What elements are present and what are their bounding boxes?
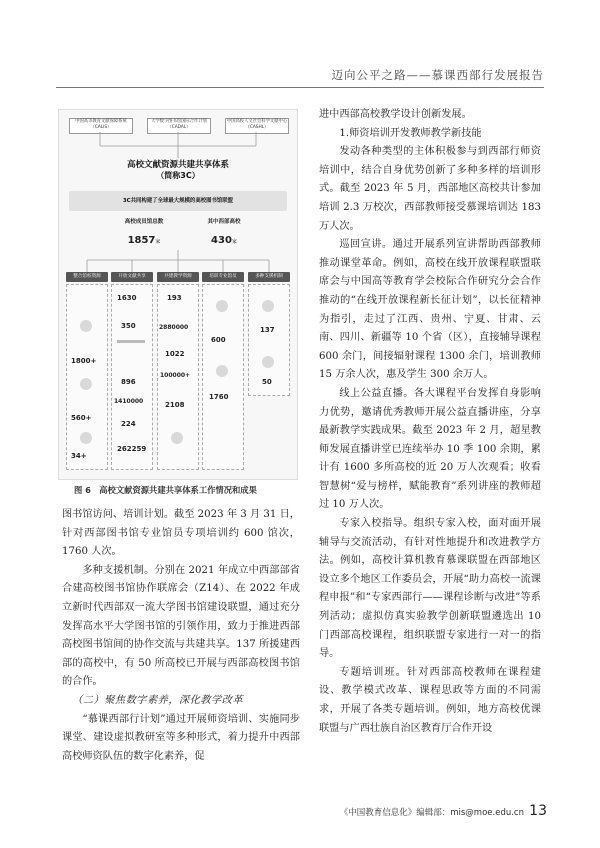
col3-num-2: 2880000 bbox=[159, 324, 189, 331]
library-icon bbox=[80, 320, 92, 332]
page-number: 13 bbox=[529, 803, 547, 819]
support-icon bbox=[262, 300, 274, 312]
right-paragraph-5: 专家入校指导。组织专家入校，面对面开展辅导与交流活动，有针对性地提升和改进教学方法。例如，高校计算机教育慕课联盟在西部地区设立多个地区工作委员会，开展“助力高校一流课程申报”和“专家西部行——课程诊断与改进”等系列活动；虚拟仿真实验教学创新联盟遴选出 10 门西部高校课程，组织联盟专家进行一对一的指导。 bbox=[319, 518, 541, 660]
stat-total bbox=[109, 217, 179, 247]
stat-west-label: 其中西部高校 bbox=[207, 219, 241, 225]
col3-num-5: 2108 bbox=[165, 401, 185, 409]
staff-icon bbox=[216, 365, 228, 377]
alliance-band bbox=[69, 191, 287, 211]
col-head-5: 多种支援机制 bbox=[248, 272, 290, 282]
col2-num-3: 896 bbox=[121, 378, 136, 386]
col1-num-2: 560+ bbox=[71, 414, 92, 422]
col4-num-1: 600 bbox=[211, 336, 226, 344]
people-icon bbox=[80, 432, 92, 444]
col2-num-5: 224 bbox=[121, 420, 136, 428]
column-connectors bbox=[59, 250, 297, 272]
cashl-box: 中国高校人文社会科学文献中心（CASHL） bbox=[225, 118, 289, 134]
calis-box: 中国高等教育文献保障系统（CALIS） bbox=[69, 118, 133, 134]
resource-icon bbox=[80, 378, 92, 390]
col5-num-1: 137 bbox=[260, 326, 275, 334]
stat-west-unit: 家 bbox=[231, 239, 237, 245]
journal-contact: 《中国教育信息化》编辑部：mis@moe.edu.cn bbox=[339, 808, 524, 818]
col5-num-2: 50 bbox=[262, 378, 272, 386]
col-head-1: 整合馆校资源 bbox=[66, 272, 108, 282]
col4-num-2: 1760 bbox=[209, 393, 229, 401]
stat-total-unit: 家 bbox=[155, 239, 161, 245]
page-footer bbox=[0, 804, 600, 824]
col-head-2: 开放文献共享 bbox=[111, 272, 153, 282]
stat-west-value: 430 bbox=[211, 235, 232, 246]
figure-caption: 图 6 高校文献资源共建共享体系工作情况和成果 bbox=[74, 485, 257, 495]
col3-num-3: 1022 bbox=[165, 350, 185, 358]
cadal-box: 大学数字图书馆国际合作计划（CADAL） bbox=[147, 118, 211, 134]
subsection-heading: 1.师资培训开发教师教学新技能 bbox=[339, 127, 482, 139]
figure-6 bbox=[58, 109, 298, 480]
col2-num-2: 350 bbox=[121, 322, 136, 330]
stat-total-label: 高校成员馆总数 bbox=[124, 219, 164, 225]
figure-title: 高校文献资源共建共享体系 bbox=[126, 160, 229, 170]
col1-num-3: 34+ bbox=[71, 452, 87, 460]
stat-total-value: 1857 bbox=[127, 235, 156, 246]
col2-num-1: 1630 bbox=[117, 294, 137, 302]
running-title: 迈向公平之路——慕课西部行发展报告 bbox=[331, 68, 544, 82]
right-paragraph-6: 专题培训班。针对西部高校教师在课程建设、教学模式改革、课程思政等方面的不同需求，开展了各类专题培训。例如，地方高校优课联盟与广西壮族自治区教育厅合作开设 bbox=[319, 666, 541, 734]
right-column bbox=[319, 106, 541, 738]
left-paragraph-3: “慕课西部行计划”通过开展师资培训、实施同步课堂、建设虚拟教研室等多种形式，着力提升中西部高校师资队伍的数字化素养，促 bbox=[62, 713, 300, 762]
header-rule bbox=[56, 87, 544, 88]
col3-num-4: 100000+ bbox=[160, 372, 191, 379]
col2-num-4: 1410000 bbox=[114, 398, 144, 405]
left-paragraph-2: 多种支援机制。分别在 2021 年成立中西部部省合建高校图书馆协作联席会（Z14）、在 2022 年成立新时代西部双一流大学图书馆建设联盟，通过充分发挥高水平大学图书馆的引领作用，致力于推进西部高校图书馆间的协作交流与共建共享。137 所援建西部的高校中，有 50 所高校已开展与西部高校图书馆的合作。 bbox=[62, 564, 300, 688]
left-paragraph-1: 图书馆访问、培训计划。截至 2023 年 3 月 31 日，针对西部图书馆专业馆员专项培训约 600 馆次，1760 人次。 bbox=[62, 509, 300, 558]
col3-num-1: 193 bbox=[167, 294, 182, 302]
right-paragraph-1: 进中西部高校教学设计创新发展。 bbox=[319, 109, 472, 120]
col1-num-1: 1800+ bbox=[71, 357, 97, 365]
stat-west bbox=[189, 217, 259, 247]
col2-num-6: 262259 bbox=[117, 445, 147, 453]
alliance-text: 3C共同构建了全球最大规模的高校图书馆联盟 bbox=[122, 198, 234, 204]
right-paragraph-4: 线上公益直播。各大课程平台发挥自身影响力优势，邀请优秀教师开展公益直播讲座，分享最新教学实践成果。截至 2023 年 2 月，超星教师发展直播讲堂已连续举办 10 季 100 余期，累计有 1600 多所高校的近 20 万人次观看；收看智慧树“爱与榜样，赋能教育”系列讲座的教师超过 10 万人次。 bbox=[319, 387, 541, 511]
col-body-2 bbox=[111, 284, 153, 470]
col2-bar bbox=[117, 340, 145, 343]
col-head-3: 共建教学资源 bbox=[157, 272, 199, 282]
left-column bbox=[62, 506, 300, 766]
cooperation-icon bbox=[262, 356, 274, 368]
right-paragraph-2: 发动各种类型的主体积极参与到西部行师资培训中，结合自身优势创新了多种多样的培训形式。截至 2023 年 5 月，西部地区高校共计参加培训 2.3 万校次，西部教师接受慕课培训达 183 万人次。 bbox=[319, 146, 541, 232]
section-heading: （二）聚焦数字素养，深化教学改革 bbox=[72, 694, 244, 706]
teaching-icon bbox=[171, 432, 183, 444]
right-paragraph-3: 巡回宣讲。通过开展系列宣讲帮助西部教师推动课堂革命。例如，高校在线开放课程联盟联席会与中国高等教育学会校际合作研究分会合作推动的“在线开放课程新长征计划”，以长征精神为指引，走过了江西、贵州、宁夏、甘肃、云南、四川、新疆等 10 个省（区），直接辅导课程 600 余门，间接辐射课程 1300 余门，培训教师 15 万余人次，惠及学生 300 余万人。 bbox=[319, 239, 541, 381]
col-head-4: 培训专业馆员 bbox=[202, 272, 244, 282]
training-icon bbox=[216, 300, 228, 312]
figure-subtitle: （简称3C） bbox=[156, 171, 200, 180]
